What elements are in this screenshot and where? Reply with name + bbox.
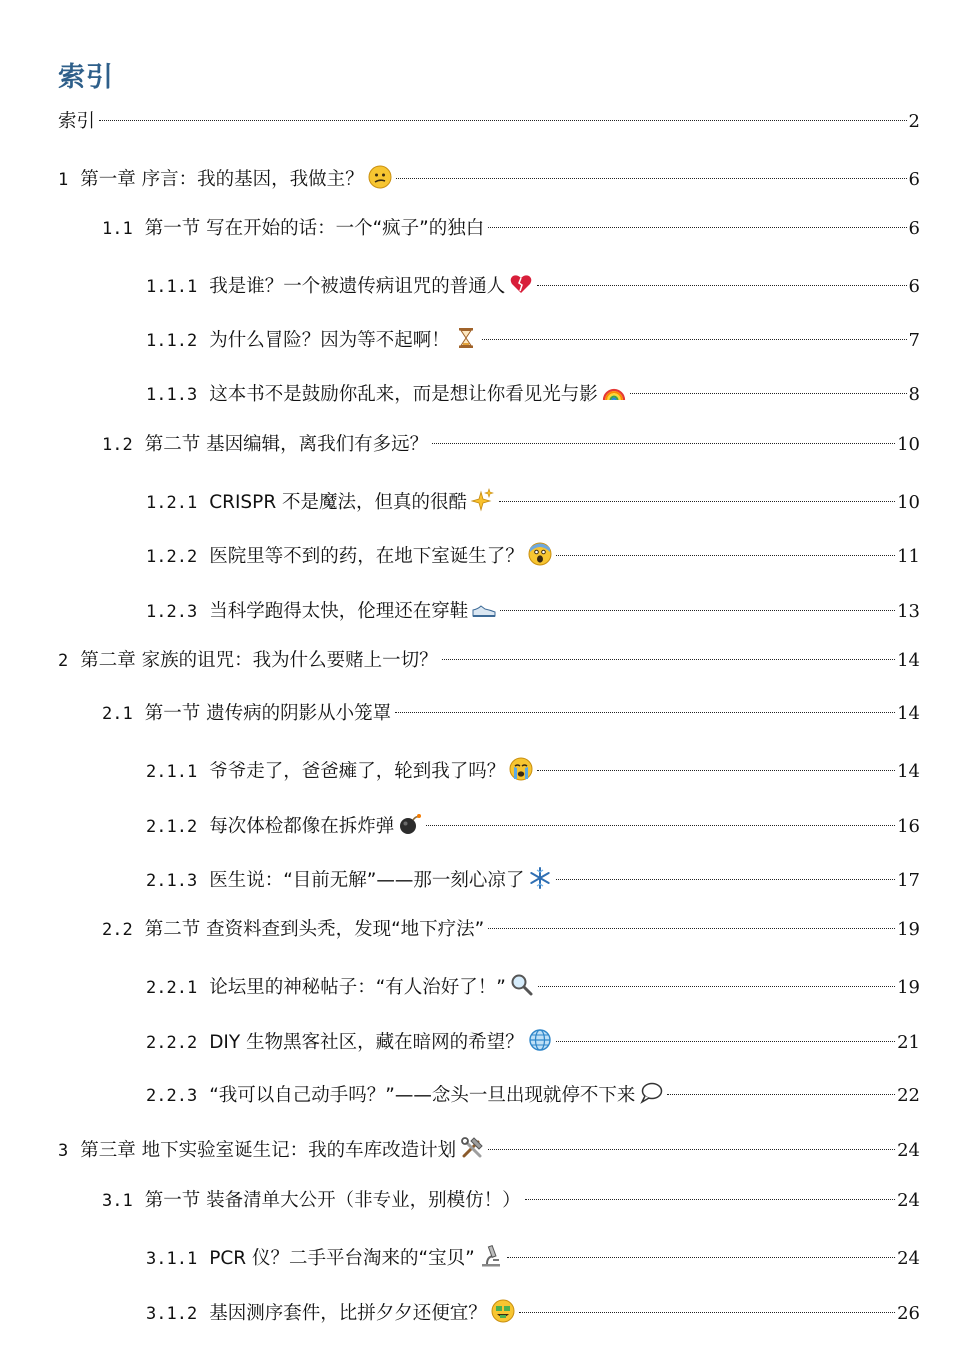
toc-entry-text: PCR 仪？二手平台淘来的“宝贝” xyxy=(209,1248,475,1269)
toc-entry-number: 1.1.1 xyxy=(146,277,198,297)
toc-entry-number: 2.1 xyxy=(102,704,133,724)
toc-entry-text: 第二节 查资料查到头秃，发现“地下疗法” xyxy=(144,919,485,940)
toc-page-number: 24 xyxy=(897,1190,920,1211)
toc-entry-text: 第二节 基因编辑，离我们有多远？ xyxy=(144,434,429,455)
dot-leader xyxy=(630,393,907,394)
toc-entry-text: 我是谁？一个被遗传病诅咒的普通人 xyxy=(209,276,506,297)
toc-page-number: 6 xyxy=(908,169,920,190)
toc-page-number: 13 xyxy=(897,601,920,622)
confused-face-icon xyxy=(368,165,392,189)
tools-icon xyxy=(460,1136,484,1160)
toc-entry-number: 2.2.1 xyxy=(146,978,198,998)
rainbow-icon xyxy=(602,380,626,404)
crying-face-icon xyxy=(509,757,533,781)
broken-heart-icon xyxy=(509,272,533,296)
toc-entry[interactable] xyxy=(146,376,920,406)
toc-entry[interactable] xyxy=(58,161,920,191)
dot-leader xyxy=(537,285,906,286)
toc-page-number: 14 xyxy=(897,650,920,671)
toc-entry[interactable] xyxy=(146,862,920,892)
dot-leader xyxy=(556,1041,896,1042)
dot-leader xyxy=(488,928,895,929)
dot-leader xyxy=(395,712,895,713)
toc-entry[interactable] xyxy=(146,484,920,514)
toc-page-number: 22 xyxy=(897,1085,920,1106)
toc-entry-number: 1.2.3 xyxy=(146,602,198,622)
toc-entry-text: 为什么冒险？因为等不起啊！ xyxy=(209,330,450,351)
toc-entry-text: 这本书不是鼓励你乱来，而是想让你看见光与影 xyxy=(209,384,598,405)
toc-entry[interactable] xyxy=(146,1077,920,1107)
toc-page-number: 16 xyxy=(897,816,920,837)
dot-leader xyxy=(432,443,895,444)
toc-entry-number: 2.1.1 xyxy=(146,762,198,782)
toc-entry-text: 第一节 装备清单大公开（非专业，别模仿！） xyxy=(144,1190,521,1211)
toc-entry-number: 1.1.3 xyxy=(146,385,198,405)
toc-page-number: 24 xyxy=(897,1140,920,1161)
hourglass-icon xyxy=(454,326,478,350)
toc-page-number: 2 xyxy=(908,111,920,132)
toc-entry[interactable] xyxy=(102,1186,920,1216)
snowflake-icon xyxy=(528,866,552,890)
toc-entry-text: DIY 生物黑客社区，藏在暗网的希望？ xyxy=(209,1032,524,1053)
toc-entry-text: 医院里等不到的药，在地下室诞生了？ xyxy=(209,546,524,567)
toc-entry-text: 医生说：“目前无解”——那一刻心凉了 xyxy=(209,870,525,891)
dot-leader xyxy=(499,501,895,502)
toc-entry-number: 2 xyxy=(58,651,69,671)
toc-entry[interactable] xyxy=(146,322,920,352)
toc-page-number: 10 xyxy=(897,434,920,455)
toc-entry-text: 第一章 序言：我的基因，我做主？ xyxy=(80,169,364,190)
toc-page-number: 6 xyxy=(908,218,920,239)
dot-leader xyxy=(507,1257,895,1258)
globe-icon xyxy=(528,1028,552,1052)
toc-page-number: 14 xyxy=(897,703,920,724)
toc-page-number: 11 xyxy=(897,546,920,567)
toc-page-number: 19 xyxy=(897,977,920,998)
toc-entry[interactable] xyxy=(146,969,920,999)
dot-leader xyxy=(500,610,895,611)
toc-page-number: 24 xyxy=(897,1248,920,1269)
toc-entry-number: 2.2.3 xyxy=(146,1086,198,1106)
toc-entry[interactable] xyxy=(146,1295,920,1325)
toc-entry-number: 3 xyxy=(58,1141,69,1161)
toc-entry-text: 第三章 地下实验室诞生记：我的车库改造计划 xyxy=(80,1140,457,1161)
toc-entry-text: 第二章 家族的诅咒：我为什么要赌上一切？ xyxy=(80,650,438,671)
dot-leader xyxy=(537,770,895,771)
toc-entry[interactable] xyxy=(58,1132,920,1162)
toc-entry[interactable] xyxy=(146,268,920,298)
dot-leader xyxy=(556,555,895,556)
toc-entry-text: 爷爷走了，爸爸瘫了，轮到我了吗？ xyxy=(209,761,506,782)
toc-entry-number: 1.2 xyxy=(102,435,133,455)
dot-leader xyxy=(426,825,895,826)
microscope-icon xyxy=(479,1244,503,1268)
toc-page-number: 14 xyxy=(897,761,920,782)
screaming-face-icon xyxy=(528,542,552,566)
toc-entry[interactable] xyxy=(146,753,920,783)
sneaker-icon xyxy=(472,597,496,621)
dot-leader xyxy=(99,120,907,121)
toc-entry-number: 3.1 xyxy=(102,1191,133,1211)
toc-entry-number: 2.2.2 xyxy=(146,1033,198,1053)
toc-entry-text: 论坛里的神秘帖子：“有人治好了！” xyxy=(209,977,506,998)
bomb-icon xyxy=(398,812,422,836)
toc-entry[interactable] xyxy=(146,538,920,568)
dot-leader xyxy=(482,339,907,340)
toc-entry[interactable] xyxy=(102,915,920,945)
toc-entry-text: 第一节 遗传病的阴影从小笼罩 xyxy=(144,703,392,724)
toc-entry-text: “我可以自己动手吗？”——念头一旦出现就停不下来 xyxy=(209,1085,636,1106)
page-title: 索引 xyxy=(58,62,114,93)
toc-entry-text: 索引 xyxy=(58,111,96,132)
toc-entry[interactable] xyxy=(102,214,920,244)
dot-leader xyxy=(442,659,895,660)
toc-entry-number: 1 xyxy=(58,170,69,190)
toc-page-number: 7 xyxy=(908,330,920,351)
toc-entry-number: 1.2.1 xyxy=(146,493,198,513)
toc-entry-number: 1.1.2 xyxy=(146,331,198,351)
toc-entry[interactable] xyxy=(146,1240,920,1270)
magnifier-icon xyxy=(510,973,534,997)
dot-leader xyxy=(556,879,895,880)
toc-entry[interactable] xyxy=(102,430,920,460)
toc-entry-text: CRISPR 不是魔法，但真的很酷 xyxy=(209,492,468,513)
toc-entry-number: 2.1.3 xyxy=(146,871,198,891)
toc-entry-number: 3.1.1 xyxy=(146,1249,198,1269)
dot-leader xyxy=(488,1149,895,1150)
toc-page-number: 6 xyxy=(908,276,920,297)
money-face-icon xyxy=(491,1299,515,1323)
toc-page-number: 19 xyxy=(897,919,920,940)
toc-entry[interactable] xyxy=(146,808,920,838)
toc-entry-number: 2.2 xyxy=(102,920,133,940)
toc-entry-number: 1.2.2 xyxy=(146,547,198,567)
toc-page-number: 8 xyxy=(908,384,920,405)
toc-page-number: 26 xyxy=(897,1303,920,1324)
toc-entry-number: 2.1.2 xyxy=(146,817,198,837)
toc-page-number: 17 xyxy=(897,870,920,891)
toc-entry-text: 当科学跑得太快，伦理还在穿鞋 xyxy=(209,601,469,622)
toc-entry-text: 基因测序套件，比拼夕夕还便宜？ xyxy=(209,1303,487,1324)
dot-leader xyxy=(519,1312,895,1313)
toc-entry[interactable] xyxy=(102,699,920,729)
dot-leader xyxy=(525,1199,895,1200)
dot-leader xyxy=(667,1094,895,1095)
toc-entry-text: 第一节 写在开始的话：一个“疯子”的独白 xyxy=(144,218,485,239)
sparkles-icon xyxy=(471,488,495,512)
toc-page-number: 21 xyxy=(897,1032,920,1053)
toc-entry[interactable] xyxy=(146,1024,920,1054)
toc-entry[interactable] xyxy=(58,646,920,676)
toc-entry-number: 1.1 xyxy=(102,219,133,239)
toc-entry-text: 每次体检都像在拆炸弹 xyxy=(209,816,395,837)
dot-leader xyxy=(538,986,895,987)
toc-page-number: 10 xyxy=(897,492,920,513)
speech-bubble-icon xyxy=(639,1081,663,1105)
dot-leader xyxy=(396,178,907,179)
toc-entry[interactable] xyxy=(146,593,920,623)
dot-leader xyxy=(488,227,906,228)
toc-entry[interactable] xyxy=(58,107,920,137)
toc-entry-number: 3.1.2 xyxy=(146,1304,198,1324)
